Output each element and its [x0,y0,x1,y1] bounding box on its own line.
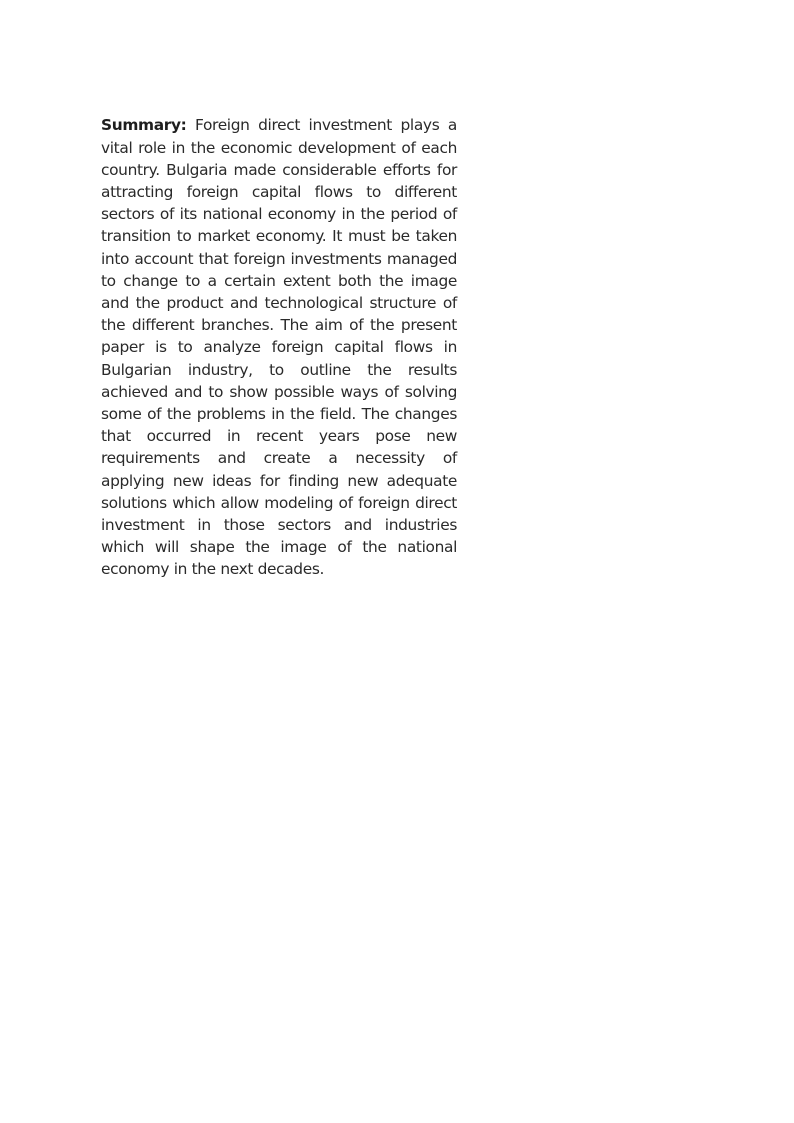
summary-text: Foreign direct investment plays a vital role in the economic development of each country. Bulgaria made considerable efforts for attracting foreign capital flows to different sectors of its national economy in the period of transition to market economy. It must be taken into account that foreign investments managed to change to a certain extent both the image and the product and technological structure of the different branches. The aim of the present paper is to analyze foreign capital flows in Bulgarian industry, to outline the results achieved and to show possible ways of solving some of the problems in the field. The changes that occurred in recent years pose new requirements and create a necessity of applying new ideas for finding new adequate solutions which allow modeling of foreign direct investment in those sectors and industries which will shape the image of the national economy in the next decades. [101,116,457,579]
summary-label: Summary: [101,116,187,135]
summary-paragraph [101,114,457,580]
